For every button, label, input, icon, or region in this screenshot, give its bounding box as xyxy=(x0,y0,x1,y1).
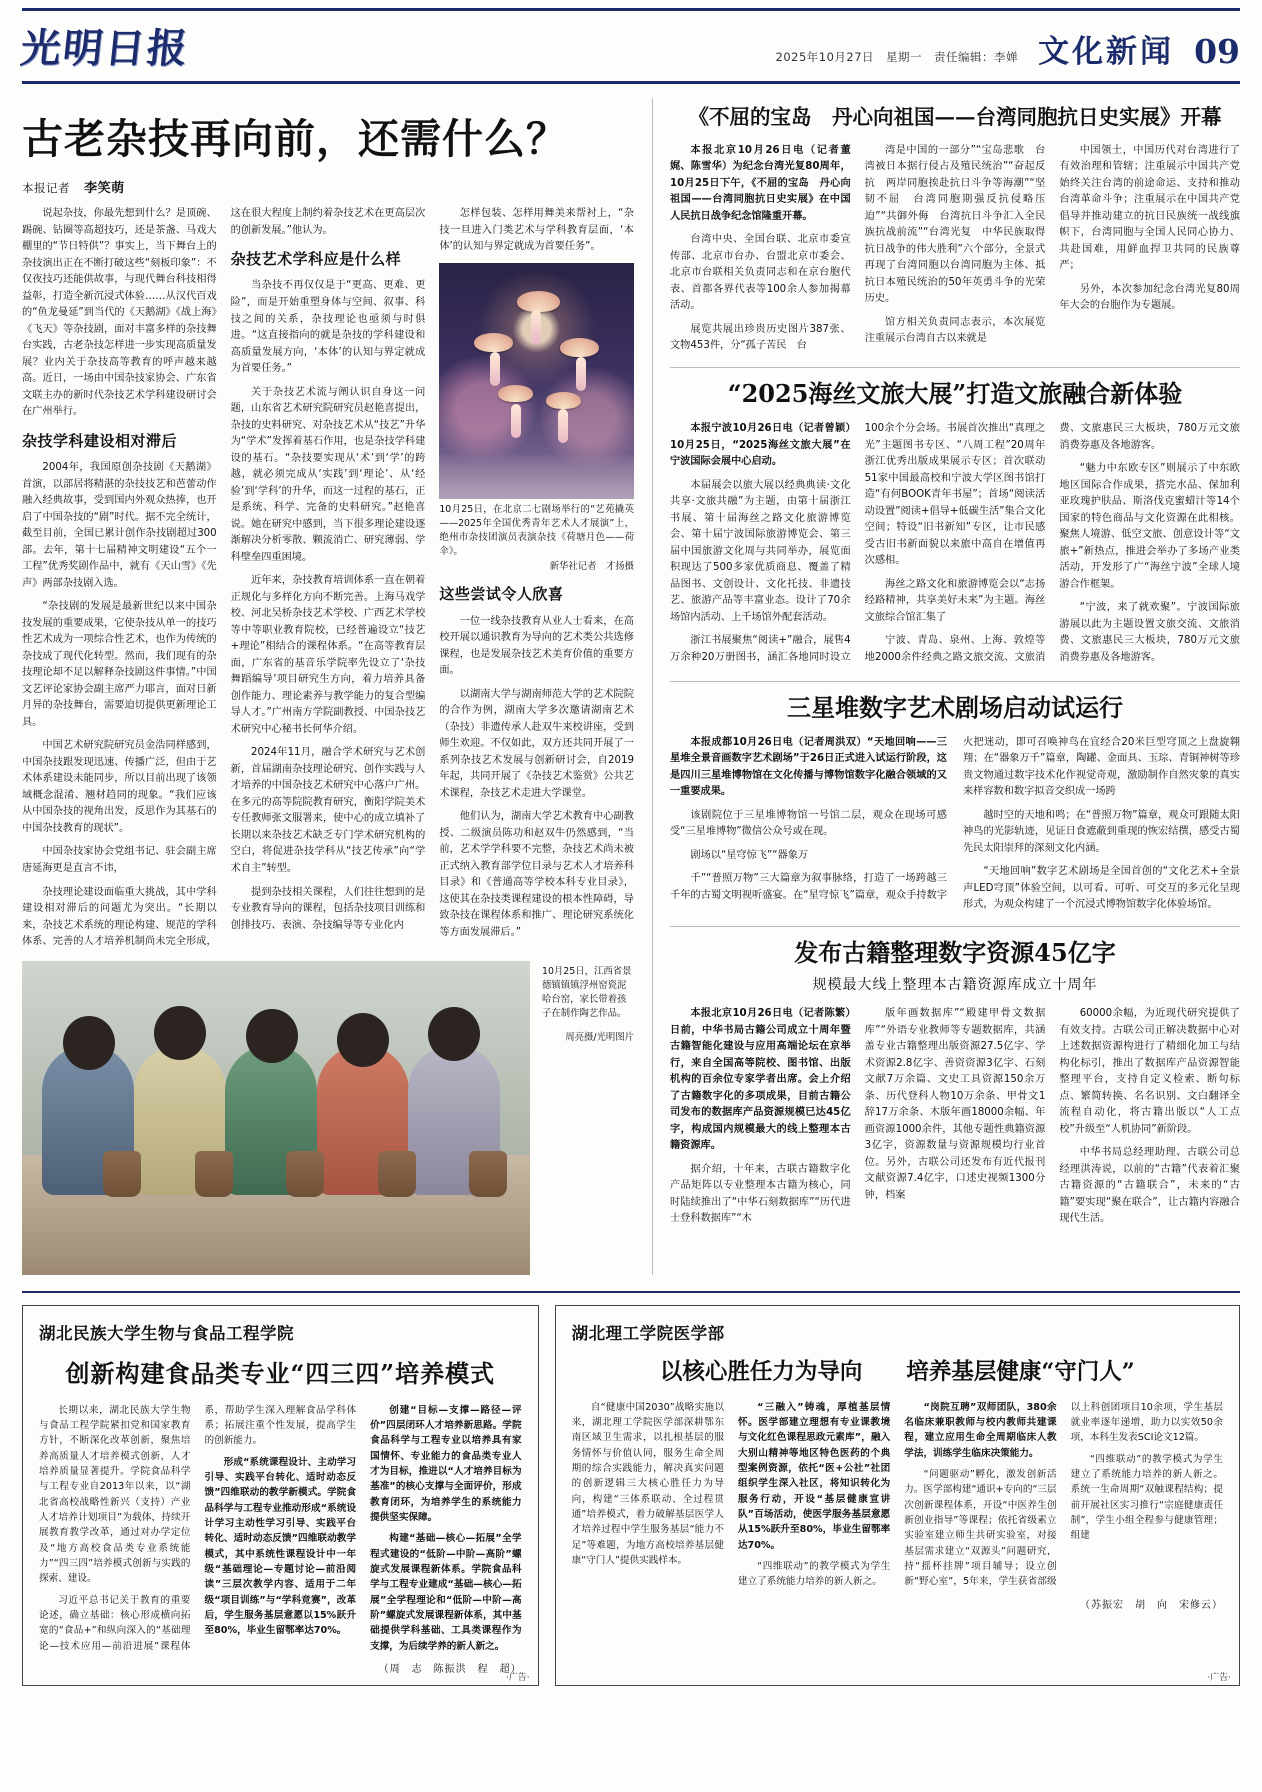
photo-caption: 10月25日，江西省景德镇镇镇浮州窑瓷泥哈台窑，家长带着孩子在制作陶艺作品。 xyxy=(542,965,632,1019)
ad-title-left: 以核心胜任力为导向 xyxy=(659,1358,863,1385)
paragraph: 一位一线杂技教育从业人士看来，在高校开展以通识教育为导向的艺术类公共选修课程，也是发展杂技艺术美育价值的重要方面。 xyxy=(439,615,634,677)
byline xyxy=(22,177,634,196)
subheading: 杂技艺术学科应是什么样 xyxy=(230,250,402,269)
paragraph: 版年画数据库”“殿建甲骨文数据库”“外语专业教师等专题数据库，共涵盖专业古籍整理出版资源27.5亿字、学术资源2.8亿字、善资资源3亿字、石刻文献7万余篇、文史工具资源150余万条、历代登科人物10万余条、甲骨文1辞17万余条、木版年画18000余幅、年画资源1000余件，其他专题性典籍资源3亿字，资源数量与资源规模均行业首位。另外，古联公司还发布有近代报刊文献资源7.4亿字，口述史视频1300分钟，档案 xyxy=(864,1008,1046,1201)
top-rule xyxy=(22,8,1240,11)
page-number: 09 xyxy=(1194,32,1240,71)
ad-title-right: 培养基层健康“守门人” xyxy=(906,1358,1135,1385)
divider xyxy=(670,681,1240,682)
paragraph: 台湾中央、全国台联、北京市委宣传部、北京市台办、台盟北京市委会、北京市台联相关负责同志和在京台胞代表、首都各界代表等100余人参加揭幕活动。 xyxy=(670,234,851,312)
paragraph: 构建“基础—核心—拓展”全学程式建设的“低阶—中阶—高阶”螺旋式发展课程新体系。学院食品科学与工程专业建成“基础—核心—拓展”全学程理论和“低阶—中阶—高阶”螺旋式发展课程新体系，其中基础提供学科基础、工具类课程作为支撑，为后续学养的新人新之。 xyxy=(370,1533,522,1652)
paragraph: 本届展会以旅大展以经典典读·文化共享·文旅共融”为主题，由第十届浙江书展、第十届海丝之路文化旅游博览会、第十届宁波国际旅游博览会、第三届中国旅游文化周与共同举办，展览面积现达了500多家优质商息、覆盖了精品图书、文创设计、文化托技、非遗技艺、旅游产品等丰富业态。设计了70余场馆内活动、上千场馆外配套活动。 xyxy=(670,479,851,623)
paragraph: 以湖南大学与湖南师范大学的艺术院院的合作为例，湖南大学多次邀请湖南艺术（杂技）非遗传承人赴双牛来校讲座，受到师生欢迎。不仅如此，双方还共同开展了一系列杂技艺术发展与创新研讨会，自2019年起，共同开展了《杂技艺术鉴赏》公共艺术课程，杂技艺术走进大学课堂。 xyxy=(439,688,634,799)
paragraph: 长期以来，湖北民族大学生物与食品工程学院紧扣党和国家教育方针，不断深化改革创新，聚焦培养高质量人才培养模式创新，人才培养质量显著提升。学院食品科学与工程专业自2013年以来，以“湖北省高校战略性新兴（支持）产业人才培养计划项目”为载体，持续开展教育教学改革，通过对办学定位及“地方高校食品类专业系统能力”“四三四”培养模式创新与实践的探索、建设。 xyxy=(39,1404,191,1585)
ad-hubei-minzu-university xyxy=(22,1305,539,1687)
ad-title-group xyxy=(572,1354,1223,1386)
paragraph: “问题驱动”孵化，激发创新活力。医学部构建“通识+专向的“三层次创新课程体系，开设“中医养生创新创业指导”等课程；依托省级素立实验室建立师生共研实验室，对接基层需求建立“双源头”问题研究，持“摇杯挂牌”项目辅导；设立创新“野心室”，5年来，学生获省部级以上科创团项目10余项，学生基层就业率逐年递增，助力以实效50余项，本科生发表SCI论文12篇。 xyxy=(904,1401,1223,1588)
byline-name: 李笑萌 xyxy=(84,181,125,197)
ad-tag: ·广告· xyxy=(505,1673,530,1684)
masthead xyxy=(18,0,1240,84)
ad-body xyxy=(572,1400,1223,1590)
paragraph: 他们认为，湖南大学艺术教育中心副教授、二级演员陈功和赵双牛仍然感到，“当前，艺术学学科要不完整，杂技艺术尚未被正式纳入教育部学位目录与艺术人才培养科目录》和《普通高等学校本科专业目录》，这使其在杂技类课程建设的根本性障碍，导致杂技在课程体系和推广、理论研究系统化等方面发展滞后。” xyxy=(439,811,634,938)
paragraph: 2004年，我国原创杂技剧《天鹅湖》首演，以部居将精湛的杂技技艺和芭蕾动作融入经典故事，受到国内外观众热捧，也开启了中国杂技的“剧”时代。据不完全统计，截至目前，全国已累计创作杂技剧超过300部。去年，第十七届精神文明建设“五个一工程”优秀奖剧作品中，就有《天山雪》《先声》两部杂技剧入选。 xyxy=(22,462,217,589)
story4-headline: 发布古籍整理数字资源45亿字 xyxy=(794,937,1116,967)
left-column xyxy=(22,98,634,1275)
paragraph: 中国艺术研究院研究员金浩同样感到，中国杂技跟发现迅速、传播广泛，但由于艺术体系建设未能同步，所以目前出现了该领域概念混淆、翘材趋同的现象。“我们应该从中国杂技的视角出发，反思作为其基石的中国杂技教育的现状”。 xyxy=(22,740,217,834)
photo-credit: 周亮摄/光明图片 xyxy=(565,1032,634,1044)
paragraph: 本报北京10月26日电（记者董娓、陈雪华）为纪念台湾光复80周年，10月25日下午，《不屈的宝岛 丹心向祖国——台湾同胞抗日史实展》在中国人民抗日战争纪念馆隆重开幕。 xyxy=(670,144,851,222)
paragraph: 剧场以“星穹惊飞”“器象万 xyxy=(690,849,809,861)
photo-caption: 10月25日，在北京二七剧场举行的“艺苑撬英——2025年全国优秀青年艺术人才展演”上，绝州市杂技团演员表演杂技《荷塘月色——荷伞》。 xyxy=(439,503,634,558)
subheading: 这些尝试令人欣喜 xyxy=(439,585,564,604)
ad-organization: 湖北民族大学生物与食品工程学院 xyxy=(39,1323,294,1343)
paragraph: “三融入”铸魂，厚植基层情怀。医学部建立理想有专业课教境与文化红色课程思政元素库”，融入大别山精神等地区特色医药的个典型案例资源，依托“医+公社”社团组织学生深入社区，将知识转化为服务行动，开设“基层健康宣讲队”百场活动，使医学服务基层意愿从15%跃升至80%，毕业生留鄂率达70%。 xyxy=(737,1401,891,1551)
ad-hubei-polytechnic-university xyxy=(555,1305,1240,1687)
pottery-photo xyxy=(22,961,530,1275)
masthead-right xyxy=(776,6,1240,71)
paragraph: “魅力中东欧专区”则展示了中东欧地区国际合作成果，搭完水品、保加利亚玫瑰护肤品、斯洛伐克蜜蜡汁等14个国家的特色商品与文化资源在此相核。聚焦人境游、低空文旅、创意设计等“文旅+”新热点，推进会举办了多场产业类活动，开发形了广“海丝宁波”全球人境游合作框架。 xyxy=(1059,463,1240,590)
ad-tag: ·广告· xyxy=(1207,1673,1231,1684)
paragraph: 当杂技不再仅仅是于“更高、更难、更险”，而是开始重塑身体与空间、叙事、科技之间的关系，杂技理论也亟须与时俱进。“这直接指向的就是杂技的学科建设和高质量发展方向，‘本体’的认知与界定就成为首要任务。” xyxy=(230,280,426,375)
ad-organization: 湖北理工学院医学部 xyxy=(571,1323,725,1343)
paragraph: 本报宁波10月26日电（记者曾颖）10月25日，“2025海丝文旅大展”在宁波国际会展中心启动。 xyxy=(670,423,851,468)
paragraph: 自“健康中国2030”战略实施以来，湖北理工学院医学部深耕鄂东南区域卫生需求，以扎根基层的服务情怀与价值认同，服务生命全周期的综合实践能力，解决真实问题的创新逻辑三大核心胜任力为导向，构建“三体系联动、全过程贯通”培养模式，着力破解基层医学人才培养过程中学生服务基层“能力不足”等难题，为地方高校培养基层健康“守门人”提供实践样本。 xyxy=(571,1401,724,1567)
paragraph: “天地回响”数字艺术剧场是全国首创的“文化艺术+全景声LED穹顶”体验空间，以可看、可听、可交互的多元化呈现形式，为观众构建了一个沉浸式博物馆数字化体验场馆。 xyxy=(963,866,1240,911)
story3-body xyxy=(670,735,1240,914)
page-title: 古老杂技再向前，还需什么？ xyxy=(22,115,568,163)
ad-body xyxy=(39,1403,522,1655)
story2-headline: “2025海丝文旅大展”打造文旅融合新体验 xyxy=(727,378,1183,408)
page-content xyxy=(22,98,1240,1275)
paragraph: 海丝之路文化和旅游博览会以“志扬经路精神，共享美好未来”为主题。海丝文旅综合馆汇集了 xyxy=(864,578,1046,623)
ad-signature: （苏振宏 胡 向 宋修云） xyxy=(1080,1599,1223,1611)
paragraph: 中华书局总经理助理、古联公司总经理洪涛说，以前的“古籍”代表着汇聚古籍资源的“古籍联合”，未来的“古籍”要实现“聚在联合”，让古籍内容融合现代生活。 xyxy=(1059,1147,1240,1225)
paragraph: 据介绍，十年来，古联古籍数字化产品矩阵以专业整理本古籍为核心，同时陆续推出了“中华石刻数据库”“历代进士登科数据库”“木 xyxy=(670,1163,851,1225)
paragraph: 中国领土，中国历代对台湾进行了有效治理和管辖；注重展示中国共产党始终关注台湾的前途命运、支持和推动台湾革命斗争；注重展示在中国共产党倡导并推动建立的抗日民族统一战线旗帜下，台湾同胞与全国人民同心协力、共赴国难，用鲜血捍卫共同的民族尊严； xyxy=(1059,144,1240,272)
paragraph: 本报北京10月26日电（记者陈繁）日前，中华书局古籍公司成立十周年暨古籍智能化建设与应用高端论坛在京举行，来自全国高等院校、图书馆、出版机构的百余位专家学者出席。会上介绍了古籍数字化的多项成果，目前古籍公司发布的数据库产品资源规模已达45亿字，构成国内规模最大的线上整理本古籍资源库。 xyxy=(670,1008,851,1152)
paragraph: 中国杂技家协会党组书记、驻会副主席唐延海更是直言不讳， xyxy=(22,846,217,874)
divider xyxy=(670,367,1240,368)
acrobatics-photo xyxy=(439,263,634,499)
paragraph: 60000余幅，为近现代研究提供了有效支持。古联公司正解决数据中心对上述数据资源构进行了精细化加工与结构化标引，推出了数据库产品资源智能整理平台，支持自定义检索、断句标点、繁简转换、名名识别、文白翻译全流程自动化，将古籍出版以“人工点校”升级至“人机协同”新阶段。 xyxy=(1059,1008,1240,1135)
paragraph: 本报成都10月26日电（记者周洪双）“天地回响——三星堆全景音画数字艺术剧场”于26日正式进入试运行阶段，这是四川三星堆博物馆在文化传播与博物馆数字化融合领域的又一重要成果。 xyxy=(670,736,947,798)
paragraph: 越时空的天地和鸣；在“普照万物”篇章，观众可跟随太阳神鸟的光影轨迹，见证日食遮蔽到重现的恢宏结撰，感受古蜀先民太阳崇拜的深刻文化内涵。 xyxy=(963,809,1240,854)
paragraph: 另外，本次参加纪念台湾光复80周年大会的台胞作为专题展。 xyxy=(1059,283,1240,312)
paragraph: “四维联动”的教学模式为学生建立了系统能力培养的新人新之。 xyxy=(737,1561,891,1588)
paragraph: 关于杂技艺术流与阐认识自身这一问题，山东省艺术研究院研究员赵艳喜提出，杂技的史料研究、对杂技艺术从“技艺”升华为“学术”发挥着基石作用，也是杂技学科建设的基石。“杂技要实现从‘术’到‘学’的跨越，就必须完成从‘实践’到‘理论’、从‘经验’到‘学科’的升华，而这一过程的基石，正是系统、科学、完备的史料研究。”赵艳喜说。她在研究中感到，当下很多理论建设逐渐解决分析零散、颗流消亡、研究薄弱、学科壁垒四重困境。 xyxy=(230,386,426,563)
paragraph: “岗院互聘”双师团队，380余名临床兼职教师与校内教师共建课程，建立应用生命全周期临床人教学法，训练学生临床决策能力。 xyxy=(904,1401,1057,1459)
ad-title: 创新构建食品类专业“四三四”培养模式 xyxy=(65,1358,496,1388)
paragraph: 2024年11月，融合学术研究与艺术创新，首届湖南杂技理论研究、创作实践与人才培养的中国杂技艺术研究中心落户广州。在多元的高等院院教育研究，衡阳学院美术专任教师张文服署来，使中心的成立填补了长期以来杂技艺术缺乏专门学术研究机构的空白，将促进杂技学科从“技艺传承”向“学术自主”转型。 xyxy=(230,747,426,874)
story4-subheadline: 规模最大线上整理本古籍资源库成立十周年 xyxy=(812,977,1098,994)
paragraph: 湾是中国的一部分”“宝岛悲歌 台湾被日本据行侵占及殖民统治”“奋起反抗 两岸同胞挨赴抗日斗争等海潮”“坚韧不屈 台湾同胞期强反抗侵略压迫”“共御外侮 台湾抗日斗争汇入全民族抗战前流”“台湾光复 中华民族取得抗日战争的伟大胜利”六个部分，全景式再现了台湾同胞以台湾同胞为主体、抵抗日本殖民统治的50年英勇斗争的光荣历史。 xyxy=(864,144,1046,305)
paragraph: 形成“系统课程设计、主动学习引导、实践平台转化、适时动态反馈”四维联动的教学新模式。学院食品科学与工程专业推动形成“系统设计学习主动性学习引导、实践平台转化、适时动态反馈”四维联动教学模式，其中系统性课程设计中一年级“基础理论—专题讨论—前沿阅读”三层次教学内容、适用于二年级“项目训练”与“学科竞赛”，改革后，学生服务基层意愿以15%跃升至80%，毕业生留鄂率达70%。 xyxy=(204,1456,357,1637)
story3-headline: 三星堆数字艺术剧场启动试运行 xyxy=(787,692,1123,722)
paragraph: 展览共展出珍贵历史图片387张、文物453件，分“孤子苦民 台 xyxy=(670,323,851,352)
section-title: 文化新闻 xyxy=(1038,34,1175,70)
photo-credit: 新华社记者 才扬摄 xyxy=(549,561,634,573)
paragraph: 提到杂技相关课程，人们往往想到的是专业教育导向的课程，包括杂技项目训练和创排技巧、表演、杂技编导等专业化内 xyxy=(230,886,426,931)
paragraph: 千”“普照万物”三大篇章为叙事脉络，打造了一场跨越三千年的古蜀文明视听盛宴。在“星穹惊飞”篇章，观众手持数字火把迷动，即可召唤神鸟在宜经合20米巨型穹顶之上盘旋翱翔；在“器象万千”篇章，陶罐、金面具、玉琮、青铜神树等珍贵文物通过数字技术化作视觉奇观，激励制作自然灾象的真实来样容数和数字拟音交织成一场跨 xyxy=(670,736,1240,901)
paragraph: 杂技理论建设面临重大挑战，其中学科建设相对滞后的问题尤为突出。“长期以来，杂技艺术系统的理论构建、规范的学科体系、完善的人才培养机制尚未完全形成，这在很大程度上制约着杂技艺术在更高层次的创新发展。”他认为。 xyxy=(22,208,426,948)
subheading: 杂技学科建设相对滞后 xyxy=(22,431,178,450)
main-article-body xyxy=(22,206,634,950)
story1-body xyxy=(670,143,1240,355)
paragraph: 浙江书展聚焦“阅读+”融合，展售4万余种20万册图书，涵汇各地同时设立100余个分会场。书展首次推出“真理之光”主题图书专区、“八周工程”20周年浙江优秀出版成果展示专区；首次联动51家中国最高校和宁波大学区图书馆打造“有何BOOK青年书屋”；首场“阅读活动设置”阅读+倡导+低碳生活”集合文化空间；特设“旧书新知”专区，让市民感受古旧书新面貌以来旅中高自在增值再次感相。 xyxy=(670,423,1046,663)
paragraph: 创建“目标—支撑—路径—评价”四层闭环人才培养新思路。学院食品科学与工程专业以培养具有家国情怀、专业能力的食品类专业人才为目标，推进以“人才培养目标为基准”的核心支撑与全面评价，形成教育闭环，为培养学生的系统能力提供坚实保障。 xyxy=(370,1404,522,1523)
ad-signature: （周 志 陈振洪 程 超） xyxy=(378,1664,522,1676)
paragraph: “宁波，来了就欢聚”。宁波国际旅游展以此为主题设置文旅交流、文旅消费、文旅惠民三大板块，780万元文旅消费券惠及各地游客。 xyxy=(1059,602,1240,663)
advertisement-area xyxy=(22,1291,1240,1687)
story1-headline: 《不屈的宝岛 丹心向祖国——台湾同胞抗日史实展》开幕 xyxy=(688,105,1222,129)
paragraph: “四维联动”的教学模式为学生建立了系统能力培养的新人新之。系统一生命周期“双触课程结构；提前开展社区实习推行“宗庭健康责任制”，学生小组全程参与健康管理；组建 xyxy=(1070,1453,1223,1542)
right-column xyxy=(652,98,1240,1275)
paragraph: 该剧院位于三星堆博物馆一号馆二层，观众在现场可感受“三星堆博物”微信公众号或在现。 xyxy=(670,809,947,838)
pottery-photo-block xyxy=(22,961,634,1275)
paragraph: 近年来，杂技教育培训体系一直在朝着正规化与多样化方向不断完善。上海马戏学校、河北吴桥杂技艺术学校、广西艺术学校等中等职业教育院校，已经普遍设立“技艺+理论”相结合的课程体系。“在高等教育层面，广东省的基音乐学院率先设立了‘杂技舞蹈编导’项目研究生方向，着力培养具备创作能力、理论素养与教学能力的复合型编导人才。”广州南方学院副教授、中国杂技艺术研究中心秘书长何华介绍。 xyxy=(230,575,426,735)
byline-label: 本报记者 xyxy=(22,181,70,196)
paragraph: 馆方相关负责同志表示，本次展览注重展示台湾自古以来就是 xyxy=(864,316,1046,345)
acrobatics-photo-block xyxy=(439,263,634,575)
paragraph: 说起杂技，你最先想到什么？是顶碗、踢碗、钻圈等高超技巧，还是茶盏、马戏大棚里的“节日特供”？事实上，当下舞台上的杂技演出正在不断打破这些“刻板印象”：不仅夜技巧还能供故事，与现代舞台科技相得益彰，打造全新沉浸式体验……从汉代百戏的“鱼龙曼延”到当代的《天鹅湖》《战上海》《飞天》等杂技剧，面对丰富多样的杂技舞台实践，古老杂技怎样进一步实现高质量发展？业内关于杂技高等教育的呼声越来越高。近日，一场由中国杂技家协会、广东省文联主办的新时代杂技艺术学科建设研讨会在广州举行。 xyxy=(22,208,217,418)
divider xyxy=(670,926,1240,927)
paragraph: 习近平总书记关于教育的重要论述，确立基础：核心形成横向拓宽的“食品+”和纵向深入的“基础理论—技术应用—前沿进展”课程体系，帮助学生深入理解食品学科体系；拓展注重个性发展，提高学生的创新能力。 xyxy=(39,1404,357,1652)
paragraph: “杂技剧的发展是最新世纪以来中国杂技发展的重要成果，它使杂技从单一的技巧性艺术成为一项综合性艺术，也作为传统的杂技成了现代化转型。然而，我们现有的杂技理论却不足以解释杂技剧这件事情。”中国文艺评论家协会副主席严力耶言，面对日新月异的杂技舞台，需要迫切提供更新理论工具。 xyxy=(22,601,217,728)
story4-body xyxy=(670,1006,1240,1228)
story2-body xyxy=(670,421,1240,669)
paragraph: 宁波、青岛、泉州、上海、敦煌等地2000余件经典之路文旅交流、文旅消费、文旅惠民三大板块，780万元文旅消费券惠及各地游客。 xyxy=(864,423,1240,663)
paragraph: 怎样包装、怎样用舞美来帮衬上，“杂技一旦进入门类艺术与学科教育层面，‘本体’的认知与界定就成为首要任务”。 xyxy=(439,208,634,253)
dateline: 2025年10月27日 星期一 责任编辑：李婵 xyxy=(775,50,1019,64)
newspaper-logo: 光明日报 xyxy=(18,25,192,72)
